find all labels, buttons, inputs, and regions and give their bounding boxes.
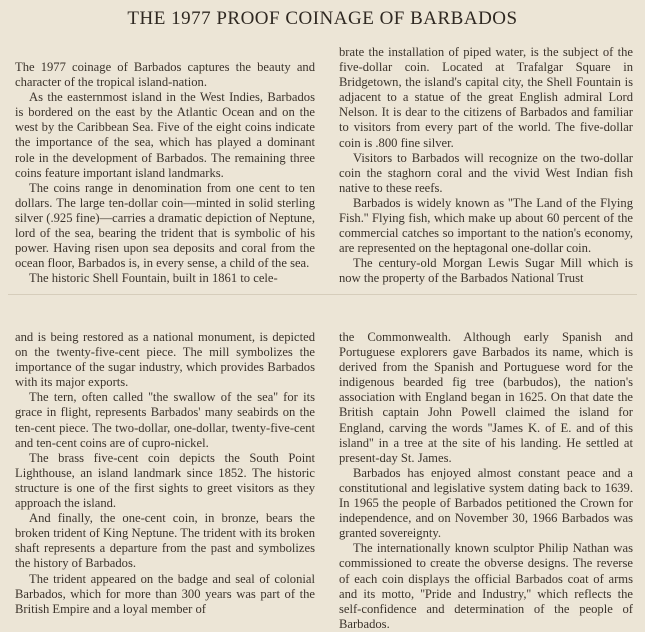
text-column-top-right — [339, 45, 633, 287]
section-divider — [8, 294, 637, 295]
paragraph: brate the installation of piped water, is the subject of the five-dollar coin. Located at Trafalgar Square in Bridgetown, the island's capital city, the Shell Fountain is adjacent to a statue of the great English admiral Lord Nelson. It is dear to the citizens of Barbados and familiar to visitors from every part of the world. The five-dollar coin is .800 fine silver. — [339, 45, 633, 150]
paragraph: The internationally known sculptor Philip Nathan was commissioned to create the obverse designs. The reverse of each coin displays the official Barbados coat of arms and its motto, ''Pride and Industry,'' which reflects the self-confidence and determination of the people of Barbados. — [339, 541, 633, 631]
text-column-bottom-right — [339, 330, 633, 632]
paragraph: and is being restored as a national monument, is depicted on the twenty-five-cent piece. The mill symbolizes the importance of the sugar industry, which provides Barbados with its major exports. — [15, 330, 315, 390]
paragraph: The tern, often called ''the swallow of the sea'' for its grace in flight, represents Barbados' many seabirds on the ten-cent piece. The two-dollar, one-dollar, twenty-five-cent and ten-cent coins are of cupro-nickel. — [15, 390, 315, 450]
paragraph: Visitors to Barbados will recognize on the two-dollar coin the staghorn coral and the vivid West Indian fish native to these reefs. — [339, 150, 633, 195]
page-title: THE 1977 PROOF COINAGE OF BARBADOS — [127, 8, 518, 29]
paragraph: The coins range in denomination from one cent to ten dollars. The large ten-dollar coin—minted in solid sterling silver (.925 fine)—carries a dramatic depiction of Neptune, lord of the sea, bearing the trident that is symbolic of his power. Having risen upon sea deposits and coral from the ocean floor, Barbados is, in every sense, a child of the sea. — [15, 180, 315, 271]
paragraph: the Commonwealth. Although early Spanish and Portuguese explorers gave Barbados its name, which is derived from the Spanish and Portuguese word for the indigenous bearded fig tree (barbudos), the nation's association with England began in 1625. On that date the British captain John Powell claimed the island for England, carving the words ''James K. of E. and of this island'' in a tree at the site of his landing. He settled at present-day St. James. — [339, 330, 633, 465]
paragraph: And finally, the one-cent coin, in bronze, bears the broken trident of King Neptune. The trident with its broken shaft represents a departure from the past and symbolizes the history of Barbados. — [15, 511, 315, 571]
paragraph: The historic Shell Fountain, built in 1861 to cele- — [29, 271, 278, 286]
paragraph: Barbados is widely known as ''The Land of the Flying Fish.'' Flying fish, which make up about 60 percent of the commercial catches so important to the nation's economy, are represented on the heptagonal one-dollar coin. — [339, 195, 633, 256]
paragraph: As the easternmost island in the West Indies, Barbados is bordered on the east by the Atlantic Ocean and on the west by the Caribbean Sea. Five of the eight coins indicate the importance of the sea, which has played a dominant role in the development of Barbados. The remaining three coins feature important island landmarks. — [15, 90, 315, 180]
paragraph: The brass five-cent coin depicts the South Point Lighthouse, an island landmark since 1852. The historic structure is one of the first sights to greet visitors as they approach the island. — [15, 450, 315, 511]
paragraph: The century-old Morgan Lewis Sugar Mill which is now the property of the Barbados National Trust — [339, 256, 633, 286]
paragraph: The trident appeared on the badge and seal of colonial Barbados, which for more than 300 years was part of the British Empire and a loyal member of — [15, 571, 315, 616]
text-column-bottom-left — [15, 330, 315, 617]
paragraph: The 1977 coinage of Barbados captures the beauty and character of the tropical island-nation. — [15, 60, 315, 90]
paragraph: Barbados has enjoyed almost constant peace and a constitutional and legislative system dating back to 1639. In 1965 the people of Barbados petitioned the Crown for independence, and on November 30, 1966 Barbados was granted sovereignty. — [339, 465, 633, 541]
text-column-top-left — [15, 60, 315, 286]
